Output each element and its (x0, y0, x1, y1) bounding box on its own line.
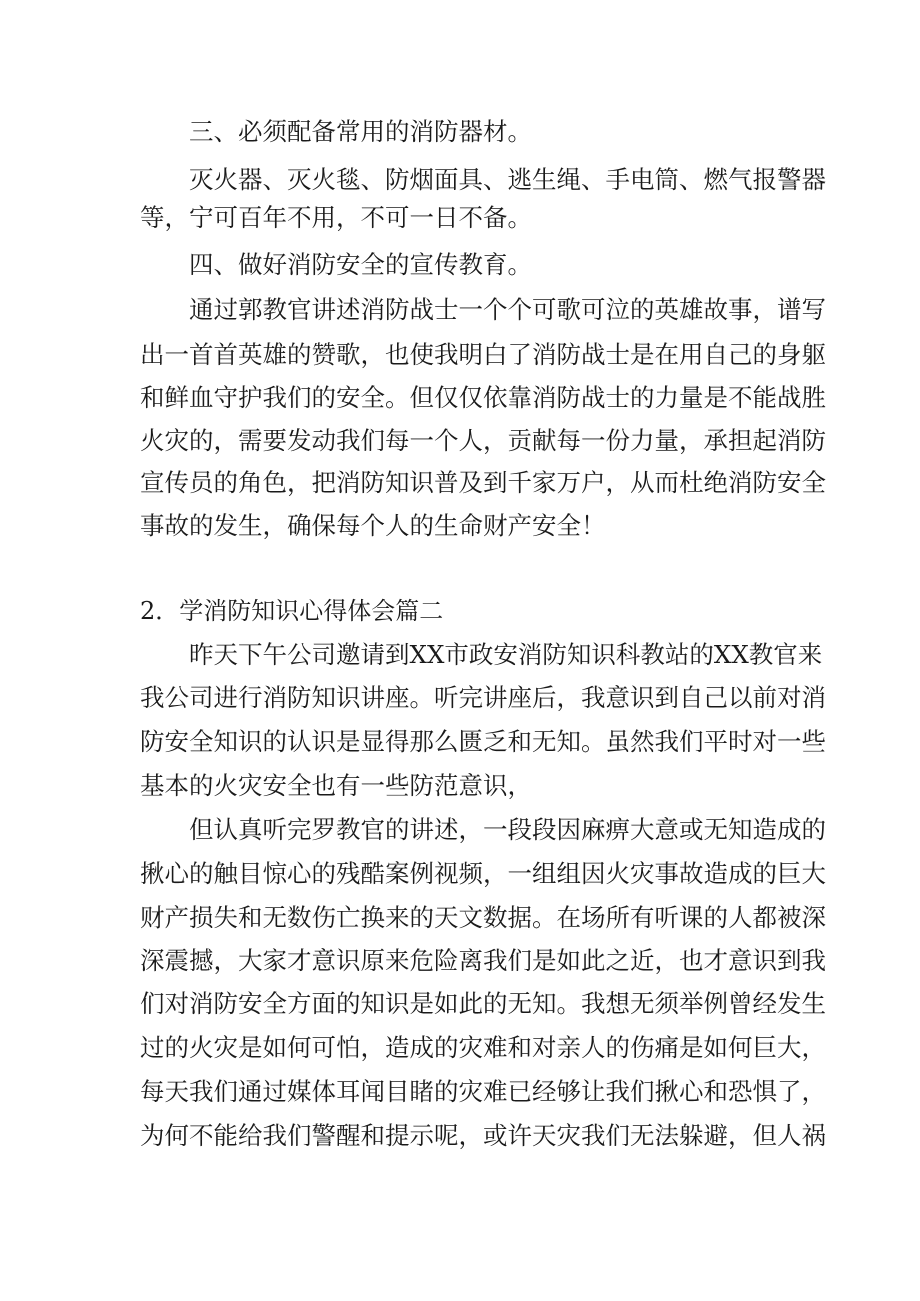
paragraph-line: 宣传员的角色，把消防知识普及到千家万户，从而杜绝消防安全 (140, 468, 826, 497)
paragraph-line: 财产损失和无数伤亡换来的天文数据。在场所有听课的人都被深 (140, 903, 826, 932)
paragraph-line: 昨天下午公司邀请到XX市政安消防知识科教站的XX教官来 (189, 640, 823, 669)
section-item-4-title: 四、做好消防安全的宣传教育。 (189, 250, 532, 279)
paragraph-line: 为何不能给我们警醒和提示呢，或许天灾我们无法躲避，但人祸 (140, 1121, 826, 1150)
paragraph-line: 灭火器、灭火毯、防烟面具、逃生绳、手电筒、燃气报警器 (189, 165, 826, 194)
paragraph-line: 但认真听完罗教官的讲述，一段段因麻痹大意或无知造成的 (189, 815, 826, 844)
section-heading: 2．学消防知识心得体会篇二 (140, 597, 444, 625)
paragraph-line: 和鲜血守护我们的安全。但仅仅依靠消防战士的力量是不能战胜 (140, 383, 826, 412)
paragraph-line: 防安全知识的认识是显得那么匮乏和无知。虽然我们平时对一些 (140, 727, 826, 756)
paragraph-line: 基本的火灾安全也有一些防范意识， (140, 771, 532, 800)
paragraph-line: 通过郭教官讲述消防战士一个个可歌可泣的英雄故事，谱写 (189, 295, 826, 324)
paragraph-line: 火灾的，需要发动我们每一个人，贡献每一份力量，承担起消防 (140, 426, 826, 455)
paragraph-line: 等，宁可百年不用，不可一日不备。 (140, 203, 532, 232)
section-item-3-title: 三、必须配备常用的消防器材。 (189, 117, 532, 146)
paragraph-line: 我公司进行消防知识讲座。听完讲座后，我意识到自己以前对消 (140, 683, 826, 712)
paragraph-line: 出一首首英雄的赞歌，也使我明白了消防战士是在用自己的身躯 (140, 340, 826, 369)
paragraph-line: 过的火灾是如何可怕，造成的灾难和对亲人的伤痛是如何巨大， (140, 1033, 826, 1062)
paragraph-line: 们对消防安全方面的知识是如此的无知。我想无须举例曾经发生 (140, 989, 826, 1018)
paragraph-line: 深震撼，大家才意识原来危险离我们是如此之近，也才意识到我 (140, 946, 826, 975)
paragraph-line: 每天我们通过媒体耳闻目睹的灾难已经够让我们揪心和恐惧了， (140, 1077, 826, 1106)
paragraph-line: 揪心的触目惊心的残酷案例视频，一组组因火灾事故造成的巨大 (140, 859, 826, 888)
paragraph-line: 事故的发生，确保每个人的生命财产安全！ (140, 511, 606, 540)
